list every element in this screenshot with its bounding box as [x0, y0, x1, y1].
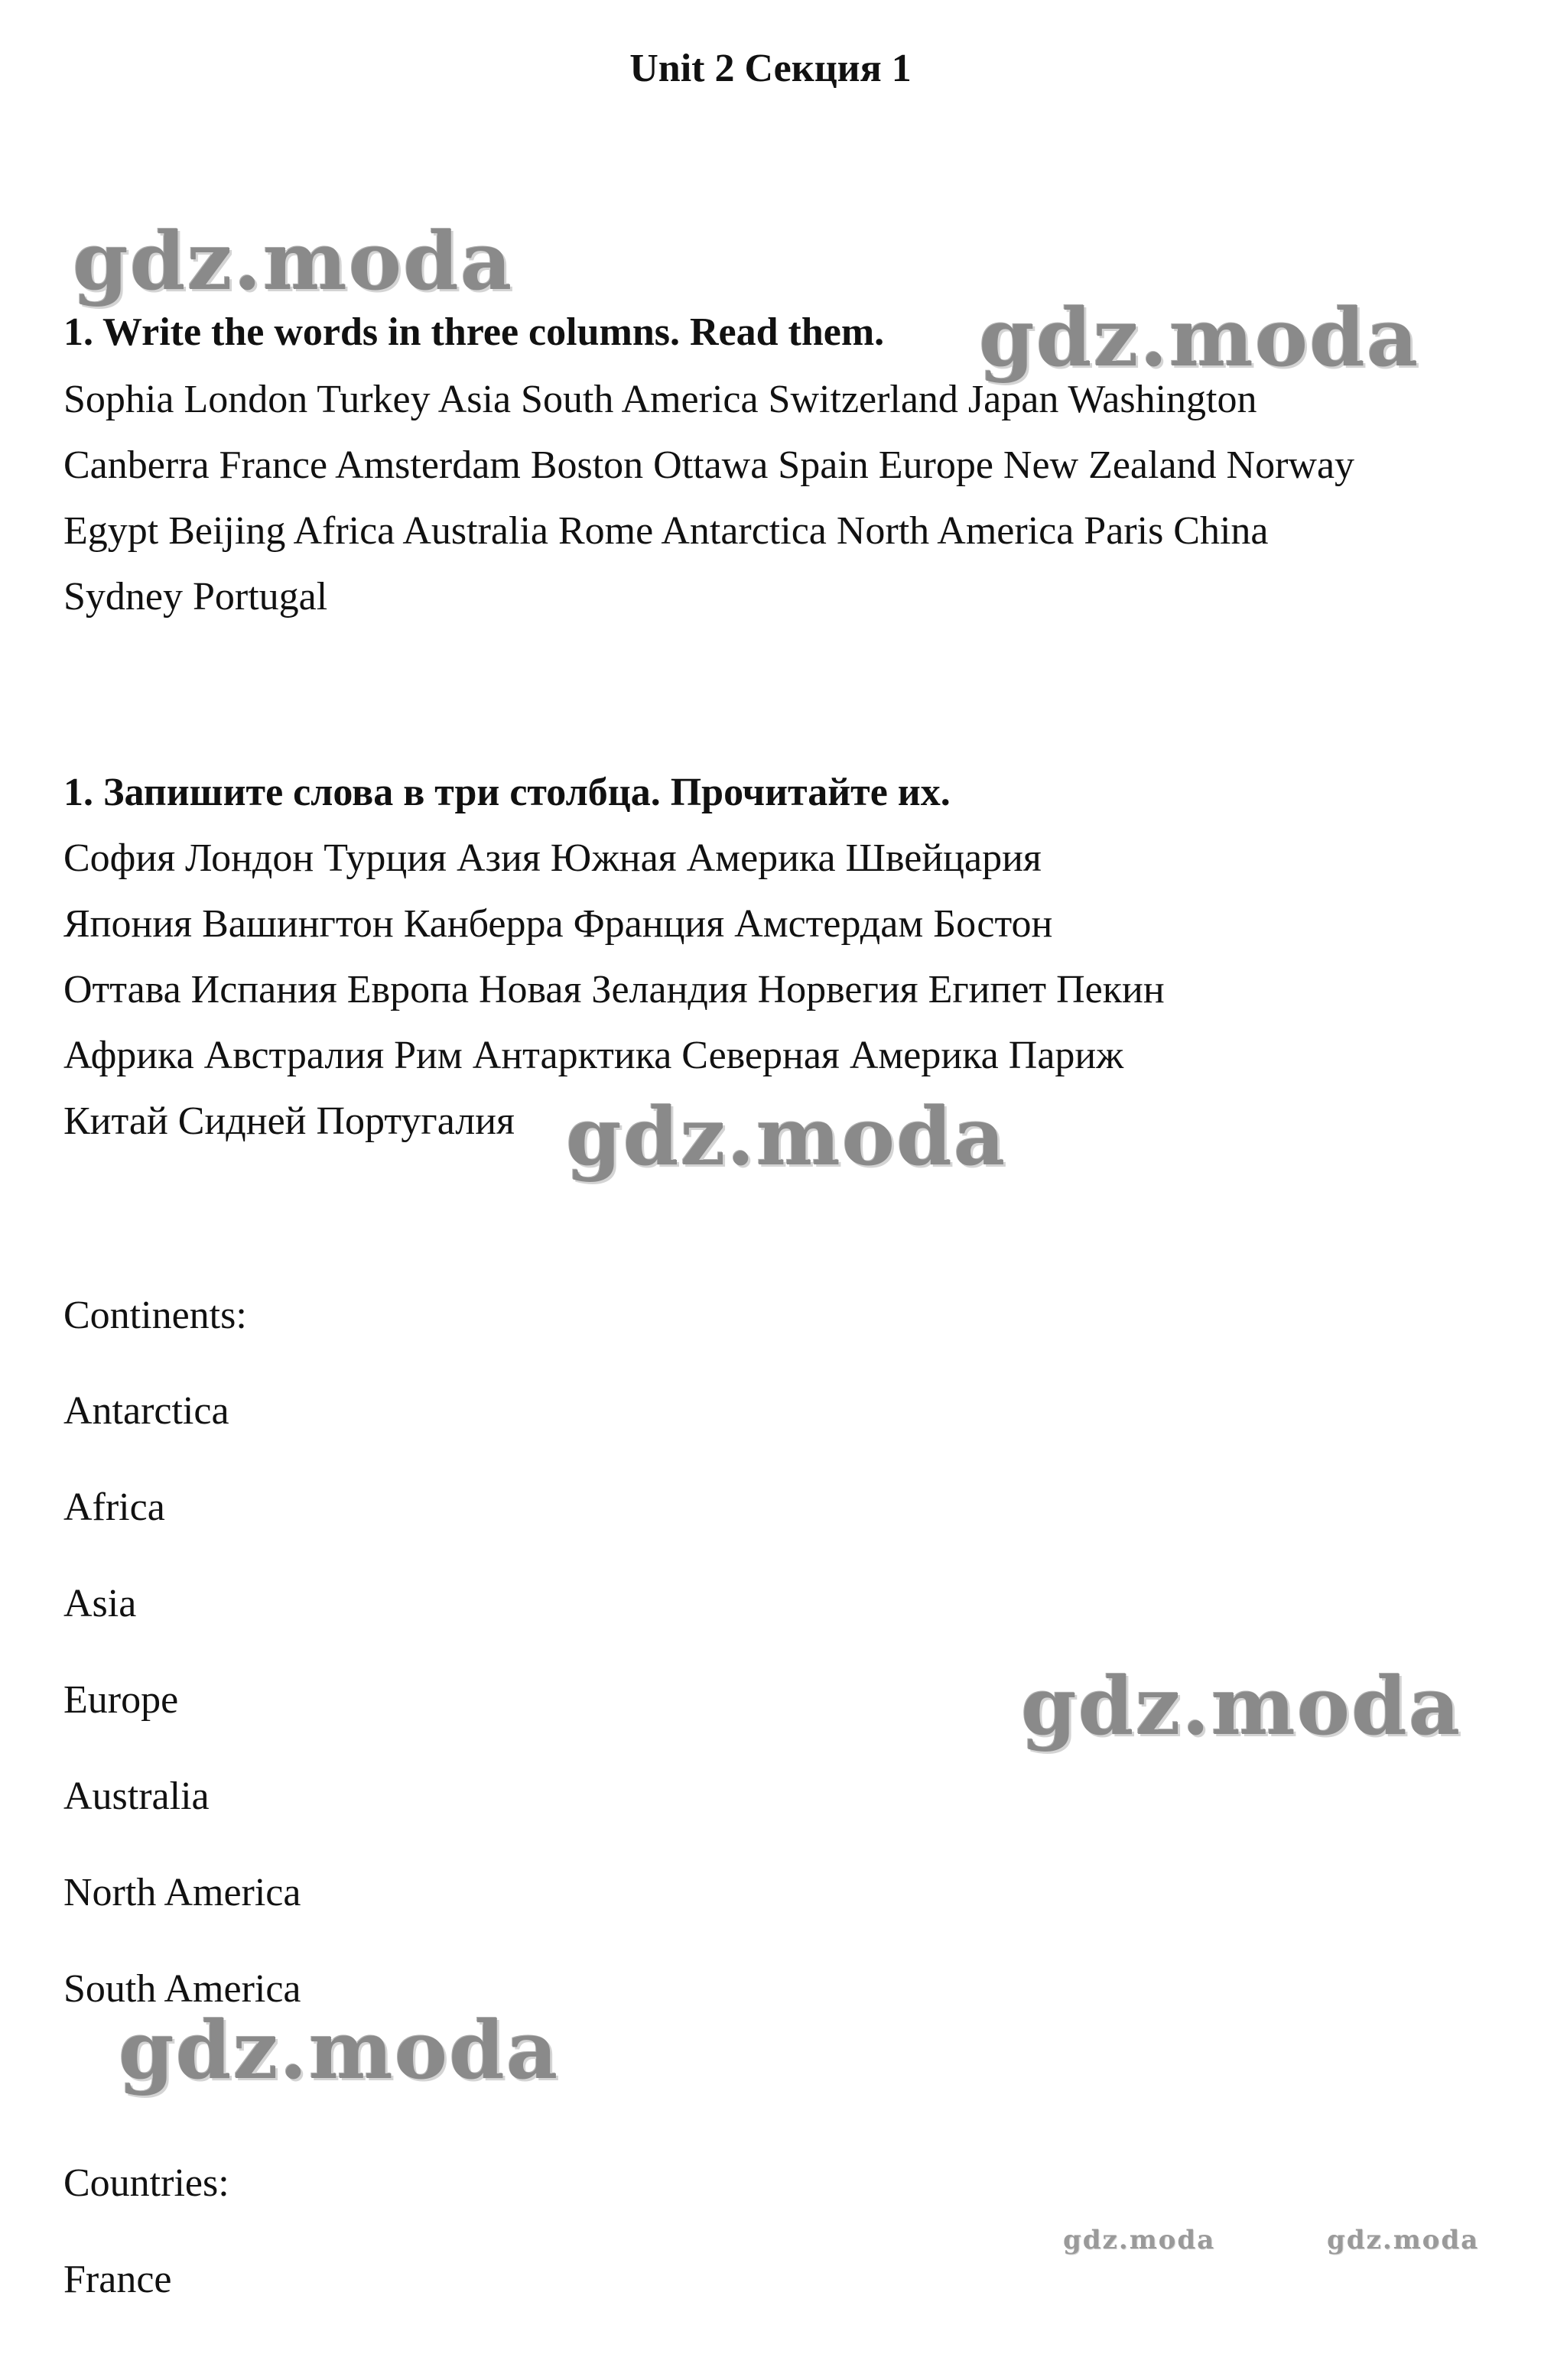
exercise-line-ru: Япония Вашингтон Канберра Франция Амстердам Бостон — [63, 902, 1053, 946]
list-item: North America — [63, 1871, 301, 1914]
exercise-line-en: Egypt Beijing Africa Australia Rome Antarctica North America Paris China — [63, 509, 1269, 553]
exercise-line-ru: София Лондон Турция Азия Южная Америка Швейцария — [63, 836, 1042, 880]
watermark-logo: gdz.moda — [73, 214, 514, 308]
list-item: South America — [63, 1967, 301, 2011]
watermark-logo: gdz.moda — [566, 1089, 1007, 1184]
watermark-logo: gdz.moda — [119, 2003, 560, 2097]
countries-label: Countries: — [63, 2161, 229, 2205]
exercise-line-ru: Китай Сидней Португалия — [63, 1099, 515, 1143]
exercise-heading-en: 1. Write the words in three columns. Read them. — [63, 310, 885, 354]
watermark-logo: gdz.moda — [979, 291, 1420, 385]
exercise-heading-ru: 1. Запишите слова в три столбца. Прочитайте их. — [63, 771, 951, 814]
exercise-line-ru: Африка Австралия Рим Антарктика Северная Америка Париж — [63, 1034, 1124, 1077]
exercise-line-en: Sophia London Turkey Asia South America Switzerland Japan Washington — [63, 378, 1257, 421]
list-item: France — [63, 2258, 172, 2301]
list-item: Asia — [63, 1582, 137, 1625]
list-item: Antarctica — [63, 1389, 229, 1433]
continents-label: Continents: — [63, 1294, 247, 1337]
watermark-logo: gdz.moda — [1327, 2225, 1480, 2255]
watermark-logo: gdz.moda — [1063, 2225, 1216, 2255]
list-item: Africa — [63, 1485, 165, 1529]
exercise-line-en: Canberra France Amsterdam Boston Ottawa Spain Europe New Zealand Norway — [63, 443, 1355, 487]
list-item: Europe — [63, 1678, 179, 1722]
exercise-line-en: Sydney Portugal — [63, 575, 328, 619]
page-title: Unit 2 Секция 1 — [629, 47, 912, 90]
list-item: Australia — [63, 1774, 210, 1818]
exercise-line-ru: Оттава Испания Европа Новая Зеландия Норвегия Египет Пекин — [63, 968, 1165, 1011]
watermark-logo: gdz.moda — [1021, 1659, 1462, 1753]
